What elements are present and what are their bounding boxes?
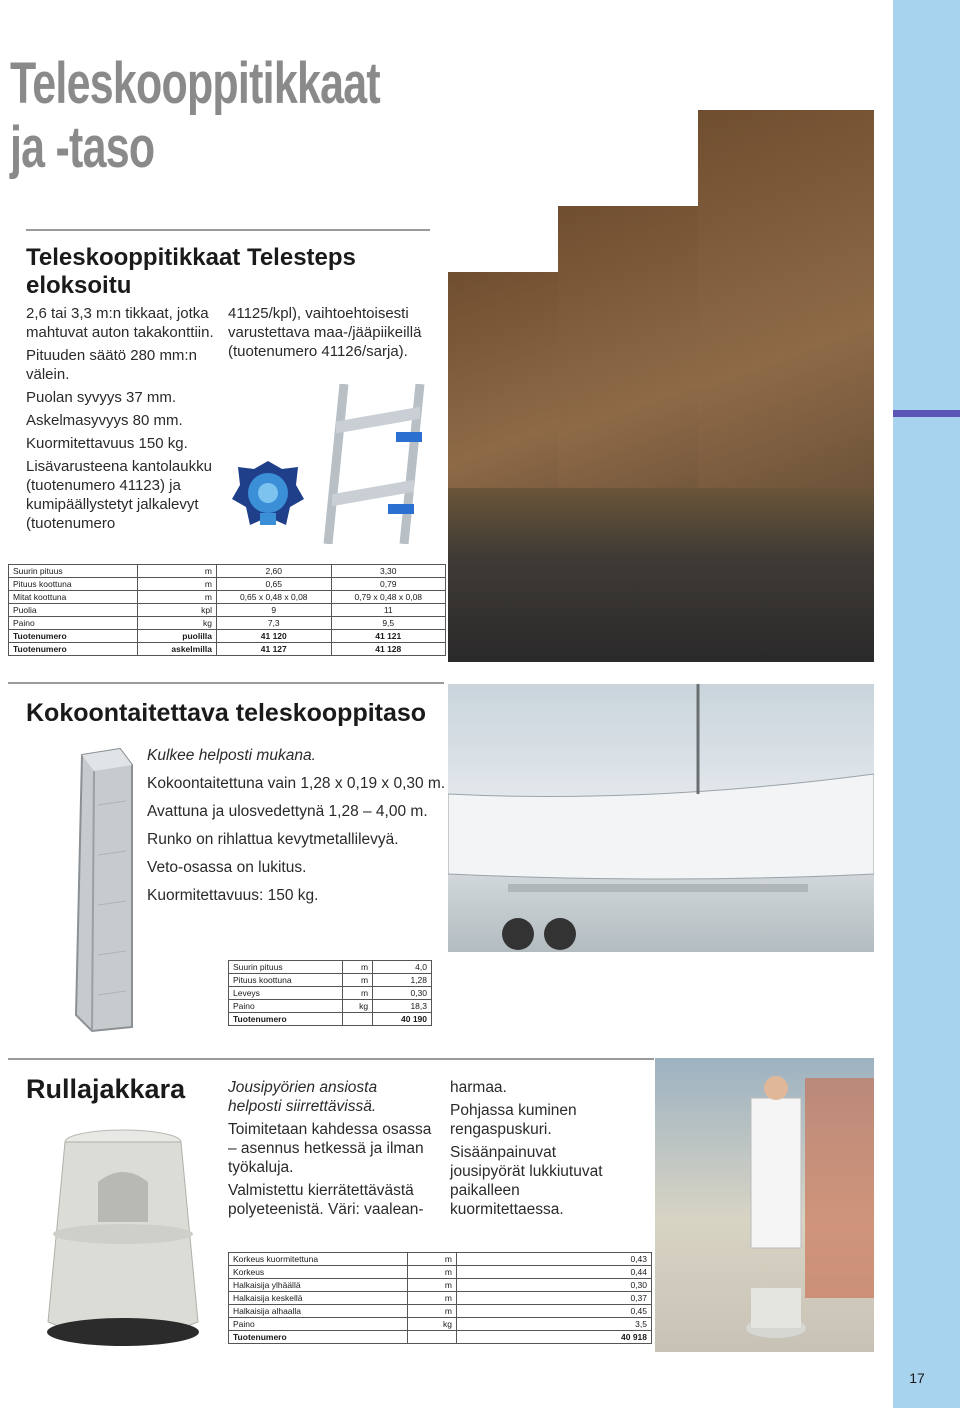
section3-para: Toimitetaan kahdessa osassa – asennus hetkessä ja ilman työkaluja. — [228, 1121, 432, 1176]
section3-para: Pohjassa kuminen rengaspuskuri. — [450, 1102, 577, 1138]
table-row: Korkeus kuormitettuna m 0,43 — [229, 1253, 652, 1266]
table-row: Halkaisija alhaalla m 0,45 — [229, 1305, 652, 1318]
section2-bullet: Avattuna ja ulosvedettynä 1,28 – 4,00 m. — [147, 803, 428, 820]
section2-bullet: Kulkee helposti mukana. — [147, 747, 316, 764]
table-row: Mitat koottuna m 0,65 x 0,48 x 0,08 0,79 x 0,48 x 0,08 — [9, 591, 446, 604]
section3-para: harmaa. — [450, 1079, 507, 1096]
section3-spec-table — [228, 1252, 652, 1344]
step-stool-image — [38, 1122, 208, 1352]
section3-para: Jousipyörien ansiosta helposti siirrettävissä. — [228, 1079, 378, 1115]
store-photo — [655, 1058, 874, 1352]
section2-rule — [8, 682, 444, 684]
section1-para: Lisävarusteena kantolaukku (tuotenumero 41123) ja kumipäällystetyt jalkalevyt (tuotenumero — [26, 458, 212, 532]
side-color-bar — [893, 0, 960, 1408]
section1-para: Pituuden säätö 280 mm:n välein. — [26, 347, 197, 383]
table-row: Tuotenumero askelmilla 41 127 41 128 — [9, 643, 446, 656]
boat-illustration — [448, 684, 874, 952]
section1-para: 41125/kpl), vaihtoehtoisesti varustettava maa-/jääpiikeillä (tuotenumero 41126/sarja). — [228, 305, 422, 360]
table-row: Suurin pituus m 4,0 — [229, 961, 432, 974]
section1-rule — [26, 229, 430, 231]
section3-col1 — [228, 1078, 433, 1223]
table-row: Korkeus m 0,44 — [229, 1266, 652, 1279]
table-row: Pituus koottuna m 0,65 0,79 — [9, 578, 446, 591]
table-row: Halkaisija keskellä m 0,37 — [229, 1292, 652, 1305]
section1-col1 — [26, 304, 226, 537]
section2-bullet: Veto-osassa on lukitus. — [147, 859, 307, 876]
section3-col2 — [450, 1078, 630, 1223]
table-row: Paino kg 3,5 — [229, 1318, 652, 1331]
table-row: Halkaisija ylhäällä m 0,30 — [229, 1279, 652, 1292]
section1-para: Askelmasyvyys 80 mm. — [26, 412, 183, 429]
car-trunk-photo — [448, 488, 874, 662]
foot-cap-image — [228, 455, 308, 535]
page-title — [10, 51, 380, 180]
page-title-line1: Teleskooppitikkaat — [10, 51, 380, 116]
section2-bullets — [147, 742, 447, 910]
side-tab-marker — [893, 410, 960, 417]
section3-title: Rullajakkara — [26, 1074, 186, 1104]
section2-bullet: Kokoontaitettuna vain 1,28 x 0,19 x 0,30 m. — [147, 775, 446, 792]
table-row: Tuotenumero 40 918 — [229, 1331, 652, 1344]
section1-spec-table — [8, 564, 446, 656]
section1-para: Puolan syvyys 37 mm. — [26, 389, 177, 406]
section1-para: 2,6 tai 3,3 m:n tikkaat, jotka mahtuvat auton takakonttiin. — [26, 305, 214, 341]
folded-platform-image — [62, 745, 138, 1035]
table-row: Tuotenumero puolilla 41 120 41 121 — [9, 630, 446, 643]
section1-title: Teleskooppitikkaat Telesteps eloksoitu — [26, 244, 356, 299]
boat-platform-photo — [448, 684, 874, 952]
table-row: Suurin pituus m 2,60 3,30 — [9, 565, 446, 578]
table-row: Pituus koottuna m 1,28 — [229, 974, 432, 987]
ladder-detail-image — [322, 384, 434, 544]
section2-title: Kokoontaitettava teleskooppitaso — [26, 699, 427, 727]
table-row: Puolia kpl 9 11 — [9, 604, 446, 617]
table-row: Tuotenumero 40 190 — [229, 1013, 432, 1026]
section2-bullet: Kuormitettavuus: 150 kg. — [147, 887, 319, 904]
table-row: Paino kg 18,3 — [229, 1000, 432, 1013]
section3-para: Valmistettu kierrätettävästä polyeteenistä. Väri: vaalean- — [228, 1182, 424, 1218]
table-row: Paino kg 7,3 9,5 — [9, 617, 446, 630]
section2-spec-table — [228, 960, 432, 1026]
section3-rule — [8, 1058, 654, 1060]
store-illustration — [655, 1058, 874, 1352]
section2-bullet: Runko on rihlattua kevytmetallilevyä. — [147, 831, 399, 848]
section1-col2 — [228, 304, 433, 365]
page-title-line2: ja -taso — [10, 115, 155, 180]
section3-para: Sisäänpainuvat jousipyörät lukkiutuvat paikalleen kuormitettaessa. — [450, 1144, 603, 1218]
section1-para: Kuormitettavuus 150 kg. — [26, 435, 188, 452]
page-number: 17 — [909, 1370, 925, 1386]
table-row: Leveys m 0,30 — [229, 987, 432, 1000]
